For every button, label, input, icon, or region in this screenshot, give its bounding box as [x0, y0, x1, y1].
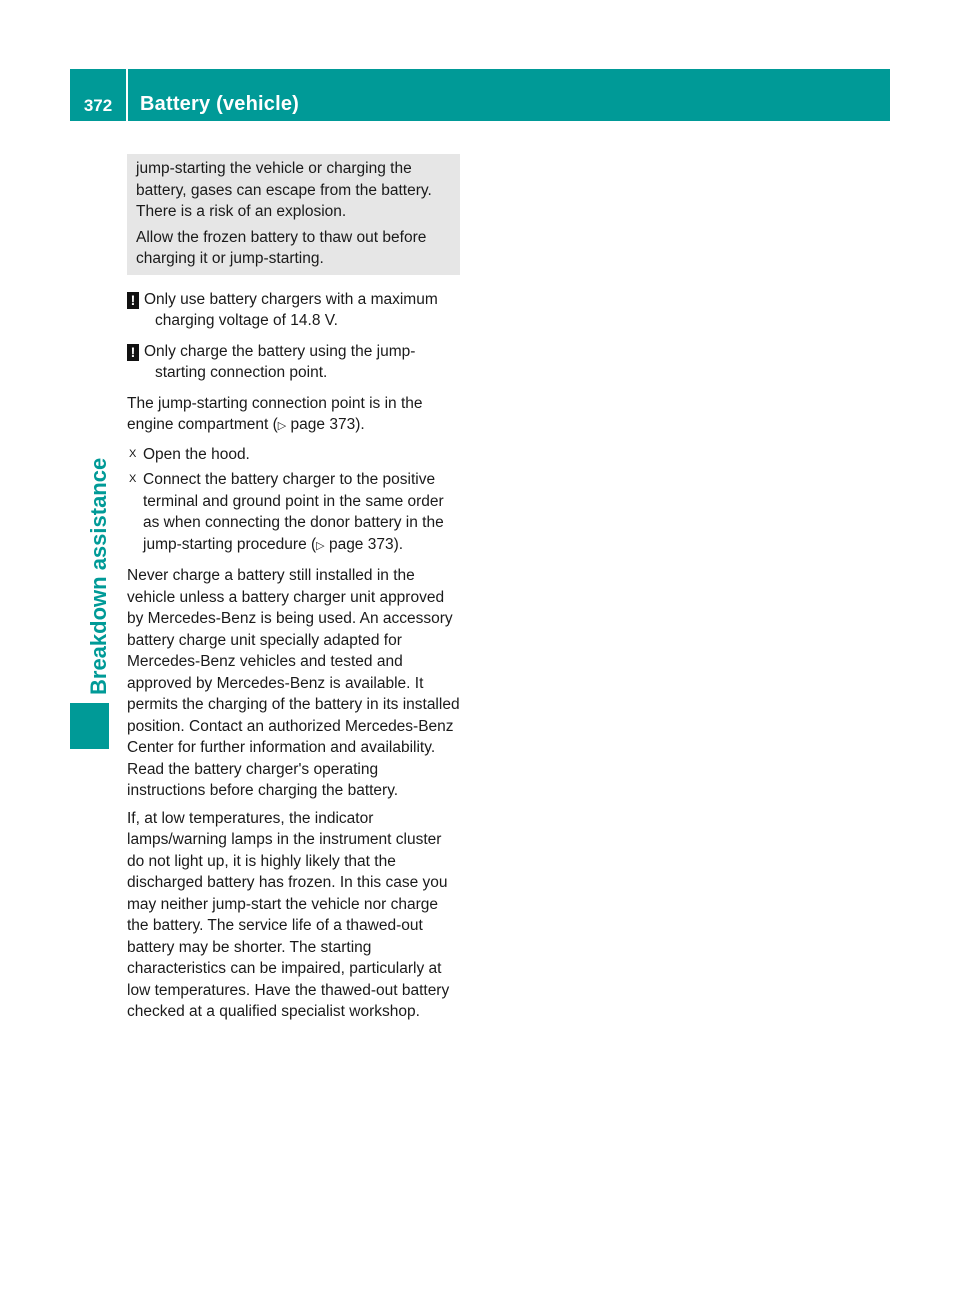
header-divider: [126, 69, 128, 121]
page-header: [70, 69, 890, 121]
note-text: Only use battery chargers with a maximum charging voltage of 14.8 V.: [144, 290, 438, 329]
warning-box: [127, 154, 460, 275]
side-tab-marker: [70, 703, 109, 749]
warning-advice: Allow the frozen battery to thaw out before charging it or jump-starting.: [136, 228, 427, 267]
step-marker-icon: X: [129, 447, 137, 460]
page-reference-link[interactable]: page 373).: [286, 416, 365, 433]
note-text: Only charge the battery using the jump-starting connection point.: [144, 342, 416, 381]
exclamation-icon: !: [127, 292, 139, 309]
warning-text: jump-starting the vehicle or charging the battery, gases can escape from the battery. There is a risk of an explosion.: [136, 160, 432, 220]
page-content: [127, 154, 460, 1029]
page-number: 372: [83, 96, 113, 115]
note-charger-voltage: [127, 289, 460, 332]
charging-installed-paragraph: Never charge a battery still installed in the vehicle unless a battery charger unit approved by Mercedes-Benz is being used. An accessory battery charge unit specially adapted for Mercedes-Benz vehicles and tested and approved by Mercedes-Benz is available. It permits the charging of the battery in its installed position. Contact an authorized Mercedes-Benz Center for further information and availability. Read the battery charger's operating instructions before charging the battery.: [127, 567, 460, 799]
step-open-hood: [127, 444, 460, 466]
side-tab-label: Breakdown assistance: [86, 457, 111, 695]
note-connection-point: [127, 341, 460, 384]
step-text: Connect the battery charger to the positive terminal and ground point in the same order as when connecting the donor battery in the jump-starting procedure (: [143, 471, 444, 553]
page-reference-icon: ▷: [316, 539, 325, 552]
exclamation-icon: !: [127, 344, 139, 361]
step-marker-icon: X: [129, 473, 137, 485]
paragraph-text: The jump-starting connection point is in the engine compartment (: [127, 394, 423, 433]
step-connect-charger: [127, 469, 460, 557]
section-title: Battery (vehicle): [140, 93, 300, 115]
page-reference-icon: ▷: [277, 420, 287, 432]
step-text: Open the hood.: [143, 445, 250, 463]
connection-point-paragraph: [127, 393, 460, 438]
low-temperatures-paragraph: If, at low temperatures, the indicator lamps/warning lamps in the instrument cluster do not light up, it is highly likely that the discharged battery has frozen. In this case you may neither jump-start the vehicle nor charge the battery. The service life of a thawed-out battery may be shorter. The starting characteristics can be impaired, particularly at low temperatures. Have the thawed-out battery checked at a qualified specialist workshop.: [127, 809, 450, 1020]
page-reference-link[interactable]: page 373).: [324, 535, 404, 553]
